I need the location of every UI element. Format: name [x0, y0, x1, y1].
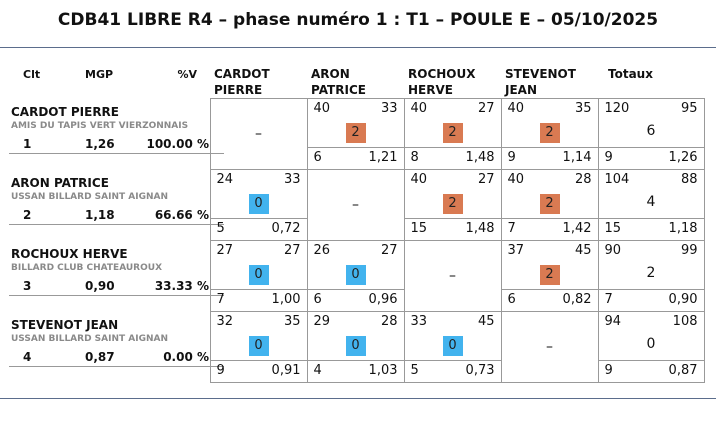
match-points-badge: 2: [346, 123, 366, 143]
player-mgp: 0,90: [85, 278, 115, 293]
left-header: [9, 62, 210, 81]
match-points-badge: 0: [443, 336, 463, 356]
points-conceded: 35: [283, 314, 301, 329]
self-match-dash: –: [449, 268, 456, 284]
match-cell: [307, 312, 404, 383]
match-cell: [404, 99, 501, 170]
player-name: STEVENOT JEAN: [11, 317, 119, 332]
match-cell: [404, 312, 501, 383]
total-match-points: 4: [646, 194, 656, 210]
player-club: USSAN BILLARD SAINT AIGNAN: [11, 191, 169, 202]
points-scored: 40: [410, 101, 428, 116]
innings: 9: [216, 363, 225, 378]
points-conceded: 108: [672, 314, 698, 329]
player-stats: [9, 348, 224, 367]
average: 1,18: [668, 221, 698, 236]
cell-divider: [211, 289, 307, 290]
match-points-badge: 0: [346, 336, 366, 356]
cell-divider: [599, 360, 704, 361]
player-name: ROCHOUX HERVE: [11, 246, 128, 261]
player-row: [9, 241, 704, 312]
innings: 7: [507, 221, 516, 236]
average: 1,42: [562, 221, 592, 236]
totals-cell: [598, 312, 704, 383]
match-points-badge: 0: [249, 265, 269, 285]
points-scored: 120: [604, 101, 630, 116]
points-scored: 104: [604, 172, 630, 187]
points-scored: 37: [507, 243, 525, 258]
innings: 6: [313, 150, 322, 165]
cell-divider: [502, 218, 598, 219]
col-header-1: ARON PATRICE: [311, 67, 366, 97]
player-rank: 2: [23, 207, 32, 222]
totals-cell: [598, 241, 704, 312]
cell-divider: [599, 218, 704, 219]
player-info: [9, 99, 210, 170]
average: 0,73: [465, 363, 495, 378]
points-scored: 24: [216, 172, 234, 187]
totals-cell: [598, 170, 704, 241]
points-scored: 33: [410, 314, 428, 329]
self-match-cell: [210, 99, 307, 170]
player-stats: [9, 135, 224, 154]
average: 1,48: [465, 221, 495, 236]
points-conceded: 99: [680, 243, 698, 258]
player-name: CARDOT PIERRE: [11, 104, 119, 119]
total-match-points: 6: [646, 123, 656, 139]
points-conceded: 45: [477, 314, 495, 329]
cell-divider: [599, 289, 704, 290]
match-cell: [210, 312, 307, 383]
match-points-badge: 2: [443, 194, 463, 214]
points-scored: 27: [216, 243, 234, 258]
points-conceded: 33: [380, 101, 398, 116]
header-row: [9, 62, 704, 99]
points-conceded: 28: [574, 172, 592, 187]
average: 0,91: [271, 363, 301, 378]
average: 1,48: [465, 150, 495, 165]
col-header-3: STEVENOT JEAN: [505, 67, 576, 97]
innings: 6: [313, 292, 322, 307]
player-rank: 4: [23, 349, 32, 364]
player-row: [9, 99, 704, 170]
cell-divider: [405, 147, 501, 148]
mgp-header: MGP: [85, 68, 114, 81]
cell-divider: [502, 147, 598, 148]
points-scored: 40: [410, 172, 428, 187]
player-win-pct: 66.66 %: [154, 207, 209, 222]
player-row: [9, 312, 704, 383]
innings: 7: [216, 292, 225, 307]
cell-divider: [405, 218, 501, 219]
clt-header: Clt: [23, 68, 41, 81]
average: 0,72: [271, 221, 301, 236]
player-stats: [9, 277, 224, 296]
match-cell: [307, 99, 404, 170]
self-match-cell: [501, 312, 598, 383]
match-cell: [307, 241, 404, 312]
player-rank: 3: [23, 278, 32, 293]
total-match-points: 0: [646, 336, 656, 352]
innings: 7: [604, 292, 613, 307]
average: 1,21: [368, 150, 398, 165]
totals-cell: [598, 99, 704, 170]
innings: 15: [604, 221, 622, 236]
cell-divider: [599, 147, 704, 148]
innings: 6: [507, 292, 516, 307]
points-scored: 40: [313, 101, 331, 116]
player-win-pct: 33.33 %: [154, 278, 209, 293]
self-match-dash: –: [546, 339, 553, 355]
player-club: BILLARD CLUB CHATEAUROUX: [11, 262, 163, 273]
bottom-divider: [0, 398, 716, 399]
match-cell: [501, 241, 598, 312]
player-rank: 1: [23, 136, 32, 151]
innings: 9: [507, 150, 516, 165]
col-header-2: ROCHOUX HERVE: [408, 67, 476, 97]
player-info: [9, 241, 210, 312]
points-scored: 94: [604, 314, 622, 329]
points-conceded: 27: [283, 243, 301, 258]
match-cell: [210, 241, 307, 312]
match-points-badge: 2: [540, 265, 560, 285]
self-match-cell: [307, 170, 404, 241]
cell-divider: [211, 218, 307, 219]
self-match-dash: –: [255, 126, 262, 142]
points-conceded: 33: [283, 172, 301, 187]
cell-divider: [308, 289, 404, 290]
total-match-points: 2: [646, 265, 656, 281]
points-conceded: 95: [680, 101, 698, 116]
average: 0,96: [368, 292, 398, 307]
player-row: [9, 170, 704, 241]
match-points-badge: 0: [249, 336, 269, 356]
player-club: USSAN BILLARD SAINT AIGNAN: [11, 333, 169, 344]
points-scored: 40: [507, 101, 525, 116]
average: 1,14: [562, 150, 592, 165]
match-points-badge: 2: [540, 194, 560, 214]
points-scored: 40: [507, 172, 525, 187]
points-conceded: 88: [680, 172, 698, 187]
match-points-badge: 0: [346, 265, 366, 285]
points-scored: 90: [604, 243, 622, 258]
page-title: CDB41 LIBRE R4 – phase numéro 1 : T1 – POULE E – 05/10/2025: [57, 10, 659, 30]
match-cell: [404, 170, 501, 241]
match-points-badge: 0: [249, 194, 269, 214]
player-mgp: 1,26: [85, 136, 115, 151]
points-conceded: 35: [574, 101, 592, 116]
innings: 5: [410, 363, 419, 378]
player-club: AMIS DU TAPIS VERT VIERZONNAIS: [11, 120, 189, 131]
innings: 5: [216, 221, 225, 236]
cell-divider: [308, 360, 404, 361]
self-match-cell: [404, 241, 501, 312]
match-cell: [501, 99, 598, 170]
points-scored: 26: [313, 243, 331, 258]
match-cell: [210, 170, 307, 241]
innings: 15: [410, 221, 428, 236]
player-name: ARON PATRICE: [11, 175, 109, 190]
match-points-badge: 2: [443, 123, 463, 143]
innings: 9: [604, 363, 613, 378]
player-mgp: 0,87: [85, 349, 115, 364]
average: 0,90: [668, 292, 698, 307]
average: 1,26: [668, 150, 698, 165]
average: 0,87: [668, 363, 698, 378]
innings: 8: [410, 150, 419, 165]
points-conceded: 27: [477, 101, 495, 116]
cell-divider: [308, 147, 404, 148]
player-stats: [9, 206, 224, 225]
points-conceded: 28: [380, 314, 398, 329]
points-conceded: 27: [477, 172, 495, 187]
col-header-0: CARDOT PIERRE: [214, 67, 270, 97]
average: 1,03: [368, 363, 398, 378]
points-scored: 29: [313, 314, 331, 329]
cell-divider: [211, 360, 307, 361]
points-conceded: 27: [380, 243, 398, 258]
results-grid: [9, 62, 705, 383]
average: 1,00: [271, 292, 301, 307]
cell-divider: [502, 289, 598, 290]
innings: 4: [313, 363, 322, 378]
player-mgp: 1,18: [85, 207, 115, 222]
cell-divider: [405, 360, 501, 361]
player-info: [9, 312, 210, 383]
pv-header: %V: [177, 68, 197, 81]
innings: 9: [604, 150, 613, 165]
player-win-pct: 0.00 %: [163, 349, 209, 364]
match-points-badge: 2: [540, 123, 560, 143]
match-cell: [501, 170, 598, 241]
totals-header: Totaux: [608, 67, 653, 81]
average: 0,82: [562, 292, 592, 307]
top-divider: [0, 47, 716, 48]
player-win-pct: 100.00 %: [146, 136, 209, 151]
points-scored: 32: [216, 314, 234, 329]
points-conceded: 45: [574, 243, 592, 258]
player-info: [9, 170, 210, 241]
self-match-dash: –: [352, 197, 359, 213]
